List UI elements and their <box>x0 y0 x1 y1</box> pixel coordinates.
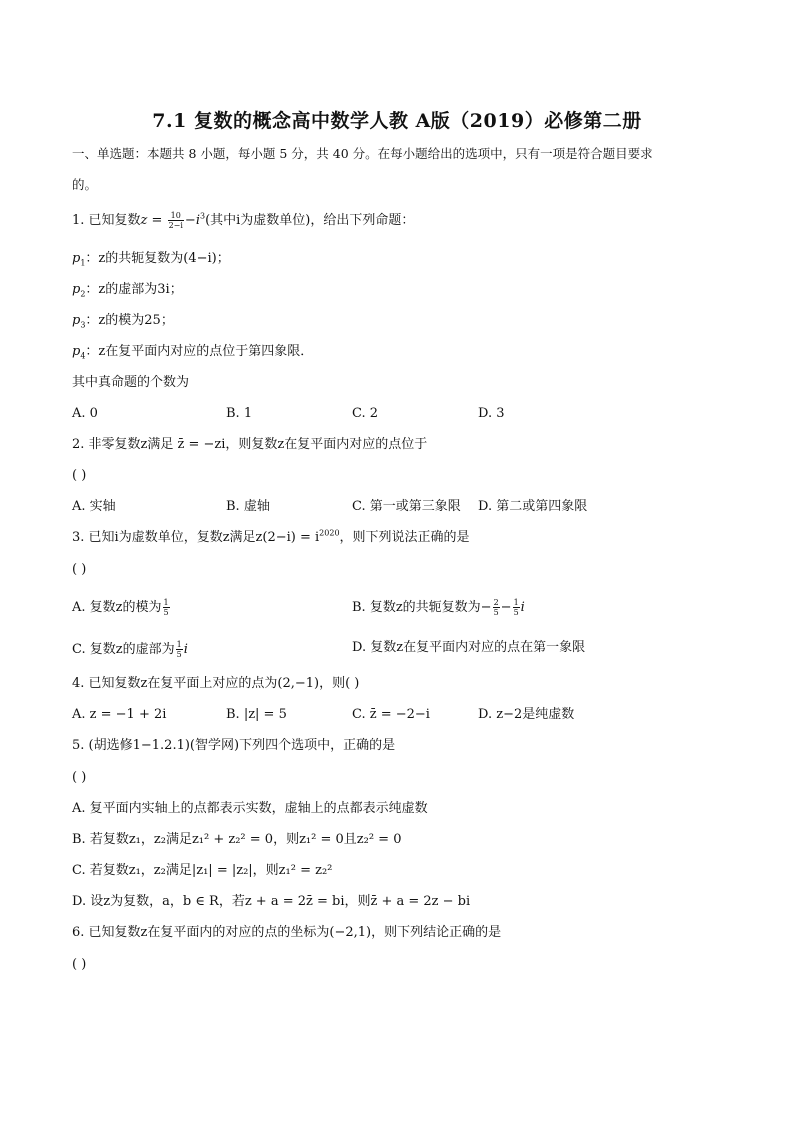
q3-option-a-frac <box>163 598 170 617</box>
q4-option-d: D. z−2是纯虚数 <box>478 707 575 722</box>
question-3-stem <box>72 530 470 546</box>
q3-b-num1: 2 <box>493 598 499 607</box>
q3-option-b <box>352 598 525 617</box>
q1-prop-2-sub: 2 <box>80 289 86 299</box>
q5-paren: ( ) <box>72 770 87 785</box>
q1-prop-4-label: p <box>72 344 81 359</box>
q3-option-c-frac <box>176 640 183 659</box>
q2-option-a: A. 实轴 <box>72 499 116 514</box>
q5-option-a: A. 复平面内实轴上的点都表示实数，虚轴上的点都表示纯虚数 <box>72 801 428 816</box>
q1-prop-3-text: ：z的模为25； <box>85 313 174 328</box>
q3-option-a-text: A. 复数z的模为 <box>72 600 162 615</box>
q4-option-b: B. |z| = 5 <box>226 707 287 722</box>
q3-option-d: D. 复数z在复平面内对应的点在第一象限 <box>352 640 586 655</box>
document-title: 7.1 复数的概念高中数学人教 A版（2019）必修第二册 <box>152 110 642 132</box>
q4-option-c: C. z̄ = −2−i <box>352 707 430 722</box>
q3-option-b-frac2 <box>513 598 520 617</box>
q1-prop-1-label: p <box>72 251 81 266</box>
q1-prop-2 <box>72 282 183 298</box>
q3-option-c-post: i <box>183 642 188 657</box>
q1-option-a: A. 0 <box>72 406 98 421</box>
question-4-stem: 4. 已知复数z在复平面上对应的点为(2,−1)，则( ) <box>72 676 360 691</box>
section-heading-line2: 的。 <box>72 177 98 192</box>
q3-b-den1: 5 <box>493 608 499 617</box>
q1-option-d: D. 3 <box>478 406 505 421</box>
q1-prop-3-sub: 3 <box>80 320 86 330</box>
question-2-stem: 2. 非零复数z满足 z̄ = −zi，则复数z在复平面内对应的点位于 <box>72 437 428 452</box>
q2-option-b: B. 虚轴 <box>226 499 270 514</box>
q5-option-c: C. 若复数z₁，z₂满足|z₁| = |z₂|，则z₁² = z₂² <box>72 863 333 878</box>
q3-stem-pre: 3. 已知i为虚数单位，复数z满足z(2−i) = i <box>72 530 320 545</box>
q1-prop-2-text: ：z的虚部为3i； <box>85 282 183 297</box>
q1-option-b: B. 1 <box>226 406 253 421</box>
q3-stem-post: ，则下列说法正确的是 <box>339 530 470 545</box>
q3-option-b-frac1 <box>493 598 500 617</box>
q1-prop-3-label: p <box>72 313 81 328</box>
q1-fraction <box>168 211 184 230</box>
q1-expr-post: −i <box>184 213 200 228</box>
q2-option-d: D. 第二或第四象限 <box>478 499 588 514</box>
q3-b-den2: 5 <box>513 608 519 617</box>
question-5-stem: 5. (胡选修1−1.2.1)(智学网)下列四个选项中，正确的是 <box>72 738 396 753</box>
q1-frac-den: 2−i <box>168 221 183 230</box>
q3-a-num: 1 <box>163 598 169 607</box>
q1-ask: 其中真命题的个数为 <box>72 375 190 390</box>
q1-option-c: C. 2 <box>352 406 379 421</box>
q3-c-den: 5 <box>176 650 182 659</box>
q3-a-den: 5 <box>163 608 169 617</box>
q1-prefix: 1. 已知复数 <box>72 213 141 228</box>
q1-prop-2-label: p <box>72 282 81 297</box>
q1-suffix: (其中i为虚数单位)，给出下列命题： <box>205 213 415 228</box>
q4-option-a: A. z = −1 + 2i <box>72 707 167 722</box>
q1-exponent: 3 <box>199 211 206 221</box>
q3-option-b-post: i <box>520 600 525 615</box>
q6-paren: ( ) <box>72 957 87 972</box>
q3-option-a <box>72 598 171 617</box>
q1-prop-1 <box>72 251 230 267</box>
q3-stem-exp: 2020 <box>319 528 340 538</box>
q1-prop-3 <box>72 313 174 329</box>
q3-option-b-mid: − <box>500 600 512 615</box>
q3-option-c-text: C. 复数z的虚部为 <box>72 642 175 657</box>
q3-b-num2: 1 <box>513 598 519 607</box>
question-1-stem <box>72 211 414 230</box>
q1-prop-4-text: ：z在复平面内对应的点位于第四象限． <box>85 344 314 359</box>
q3-paren: ( ) <box>72 562 87 577</box>
q2-option-c: C. 第一或第三象限 <box>352 499 461 514</box>
question-6-stem: 6. 已知复数z在复平面内的对应的点的坐标为(−2,1)，则下列结论正确的是 <box>72 925 502 940</box>
section-heading-line1: 一、单选题：本题共 8 小题，每小题 5 分，共 40 分。在每小题给出的选项中，只有一项是符合题目要求 <box>72 146 653 161</box>
q3-c-num: 1 <box>176 640 182 649</box>
q5-option-d: D. 设z为复数，a，b ∈ R，若z + a = 2z̄ = bi，则z̄ + a = 2z − bi <box>72 894 471 909</box>
q3-option-b-text: B. 复数z的共轭复数为− <box>352 600 492 615</box>
q3-option-c <box>72 640 188 659</box>
q1-frac-num: 10 <box>168 211 184 221</box>
q5-option-b: B. 若复数z₁，z₂满足z₁² + z₂² = 0，则z₁² = 0且z₂² = 0 <box>72 832 402 847</box>
q1-prop-4-sub: 4 <box>80 351 86 361</box>
q1-expr-pre: z = <box>140 213 167 228</box>
q1-prop-4 <box>72 344 313 360</box>
q2-paren: ( ) <box>72 468 87 483</box>
q1-prop-1-sub: 1 <box>80 258 86 268</box>
q1-prop-1-text: ：z的共轭复数为(4−i)； <box>85 251 230 266</box>
